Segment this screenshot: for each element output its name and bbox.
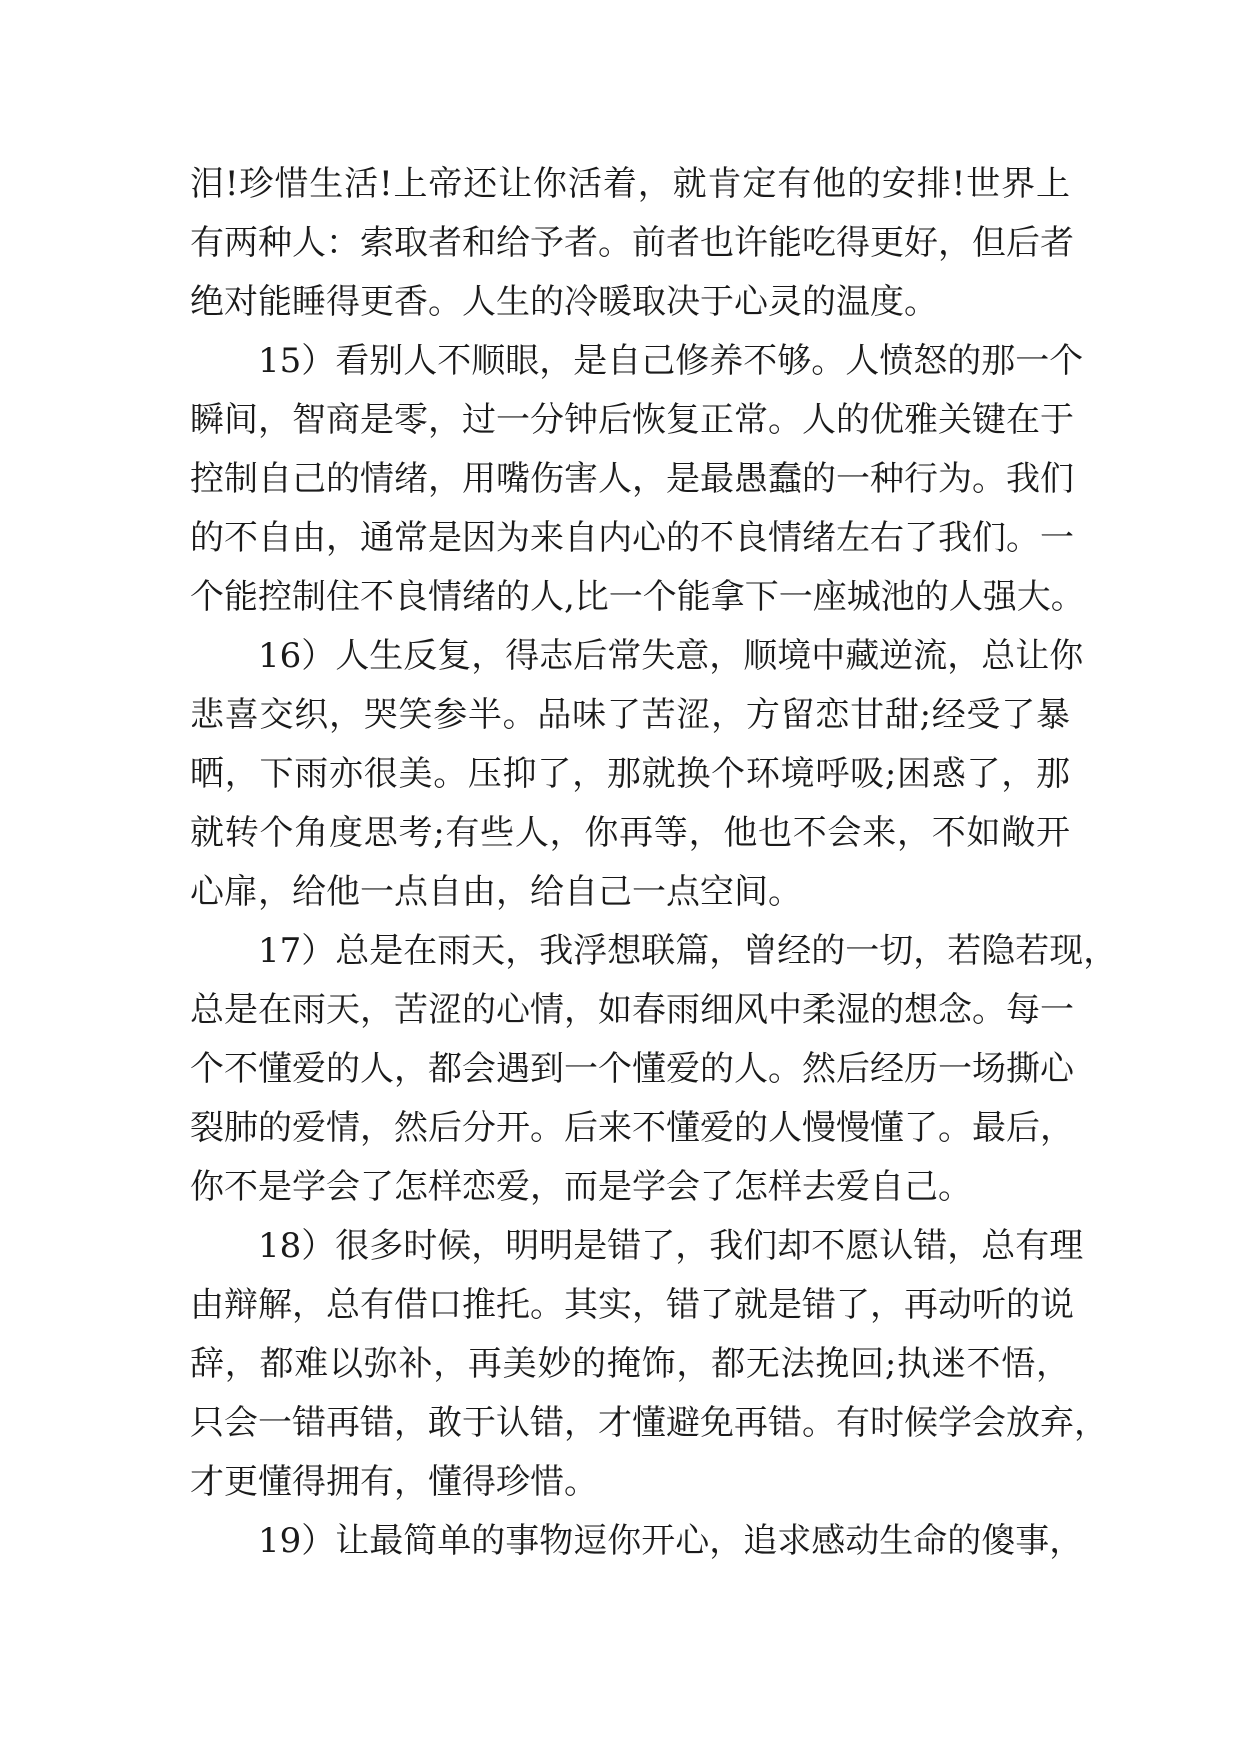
text-line: 个能控制住不良情绪的人,比一个能拿下一座城池的人强大。 xyxy=(190,577,1085,617)
text-line: 泪!珍惜生活!上帝还让你活着，就肯定有他的安排!世界上 xyxy=(190,164,1070,204)
text-line: 瞬间，智商是零，过一分钟后恢复正常。人的优雅关键在于 xyxy=(190,400,1074,440)
text-line: 个不懂爱的人，都会遇到一个懂爱的人。然后经历一场撕心 xyxy=(190,1049,1074,1089)
text-line: 控制自己的情绪，用嘴伤害人，是最愚蠢的一种行为。我们 xyxy=(190,459,1074,499)
text-line: 由辩解，总有借口推托。其实，错了就是错了，再动听的说 xyxy=(190,1285,1074,1325)
paragraph-start-18: 18）很多时候，明明是错了，我们却不愿认错，总有理 xyxy=(258,1226,1084,1266)
text-line: 你不是学会了怎样恋爱，而是学会了怎样去爱自己。 xyxy=(190,1167,972,1207)
paragraph-start-17: 17）总是在雨天，我浮想联篇，曾经的一切，若隐若现， xyxy=(258,931,1118,971)
text-line: 裂肺的爱情，然后分开。后来不懂爱的人慢慢懂了。最后， xyxy=(190,1108,1074,1148)
text-line: 只会一错再错，敢于认错，才懂避免再错。有时候学会放弃， xyxy=(190,1403,1108,1443)
text-line: 有两种人：索取者和给予者。前者也许能吃得更好，但后者 xyxy=(190,223,1074,263)
text-line: 总是在雨天，苦涩的心情，如春雨细风中柔湿的想念。每一 xyxy=(190,990,1074,1030)
text-line: 就转个角度思考;有些人，你再等，他也不会来，不如敞开 xyxy=(190,813,1070,853)
text-line: 才更懂得拥有，懂得珍惜。 xyxy=(190,1462,598,1502)
paragraph-start-19: 19）让最简单的事物逗你开心，追求感动生命的傻事， xyxy=(258,1521,1084,1561)
paragraph-start-16: 16）人生反复，得志后常失意，顺境中藏逆流，总让你 xyxy=(258,636,1084,676)
text-line: 心扉，给他一点自由，给自己一点空间。 xyxy=(190,872,802,912)
text-line: 辞，都难以弥补，再美妙的掩饰，都无法挽回;执迷不悟， xyxy=(190,1344,1070,1384)
text-line: 悲喜交织，哭笑参半。品味了苦涩，方留恋甘甜;经受了暴 xyxy=(190,695,1070,735)
body-text xyxy=(190,155,1118,1571)
paragraph-start-15: 15）看别人不顺眼，是自己修养不够。人愤怒的那一个 xyxy=(258,341,1084,381)
text-line: 绝对能睡得更香。人生的冷暖取决于心灵的温度。 xyxy=(190,282,938,322)
text-line: 晒，下雨亦很美。压抑了，那就换个环境呼吸;困惑了，那 xyxy=(190,754,1070,794)
text-line: 的不自由，通常是因为来自内心的不良情绪左右了我们。一 xyxy=(190,518,1074,558)
